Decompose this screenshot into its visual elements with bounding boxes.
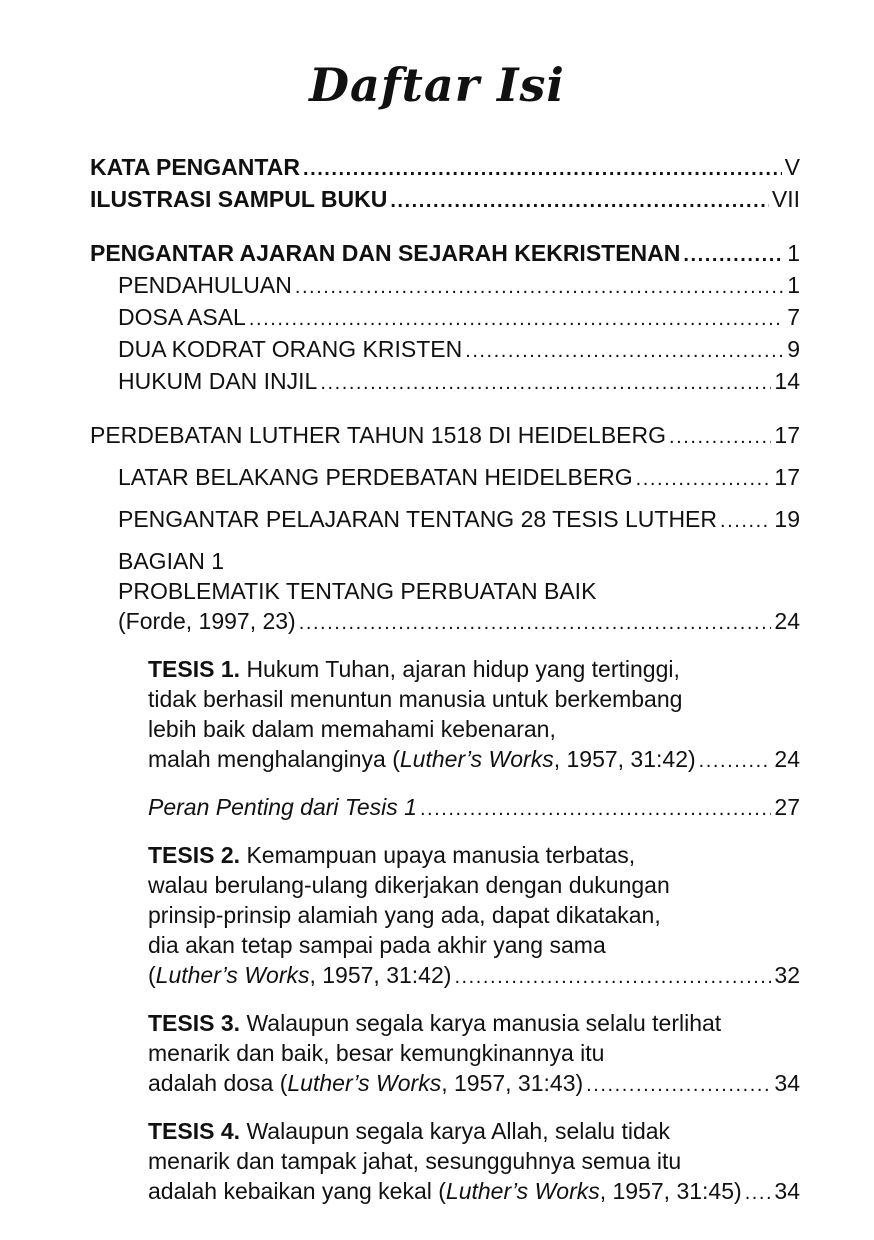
toc-entry-latar[interactable] xyxy=(90,462,800,494)
dot-leader xyxy=(299,606,772,638)
toc-page-number: 1 xyxy=(787,272,800,298)
toc-entry-title: ILUSTRASI SAMPUL BUKU xyxy=(90,186,388,212)
toc-entry-title-line: (Forde, 1997, 23) xyxy=(118,608,296,634)
toc-entry-tesis-2[interactable] xyxy=(90,840,800,992)
toc-entry-bagian-1[interactable] xyxy=(90,546,800,638)
toc-entry-title-line: tidak berhasil menuntun manusia untuk berkembang xyxy=(148,686,683,712)
dot-leader xyxy=(320,366,771,398)
toc-entry-title-line: walau berulang-ulang dikerjakan dengan dukungan xyxy=(148,872,670,898)
citation-work: Luther’s Works xyxy=(445,1178,600,1204)
toc-entry-dua-kodrat[interactable] xyxy=(90,334,800,366)
dot-leader xyxy=(683,238,784,270)
toc-entry-tesis-3[interactable] xyxy=(90,1008,800,1100)
toc-entry-title: PENGANTAR PELAJARAN TENTANG 28 TESIS LUTHER xyxy=(118,506,717,532)
toc-entry-title-line: PROBLEMATIK TENTANG PERBUATAN BAIK xyxy=(118,578,597,604)
dot-leader xyxy=(249,302,784,334)
toc-entry-title: Peran Penting dari Tesis 1 xyxy=(148,794,417,820)
toc-entry-hukum-injil[interactable] xyxy=(90,366,800,398)
toc-entry-title-line: lebih baik dalam memahami kebenaran, xyxy=(148,716,556,742)
toc-entry-title: PENGANTAR AJARAN DAN SEJARAH KEKRISTENAN xyxy=(90,240,681,266)
thesis-label: TESIS 3. xyxy=(148,1010,241,1036)
thesis-label: TESIS 2. xyxy=(148,842,241,868)
toc-page-number: VII xyxy=(771,186,800,212)
toc-entry-title-line: dia akan tetap sampai pada akhir yang sama xyxy=(148,932,606,958)
toc-entry-title-line: adalah kebaikan yang kekal ( xyxy=(148,1178,446,1204)
citation-work: Luther’s Works xyxy=(155,962,310,988)
toc-entry-title: KATA PENGANTAR xyxy=(90,154,300,180)
citation-ref: , 1957, 31:42) xyxy=(553,746,696,772)
toc-page-number: 34 xyxy=(774,1178,800,1204)
citation-ref: , 1957, 31:45) xyxy=(599,1178,742,1204)
citation-ref: , 1957, 31:43) xyxy=(441,1070,584,1096)
toc-page-number: 34 xyxy=(774,1070,800,1096)
toc-entry-title: HUKUM DAN INJIL xyxy=(118,368,318,394)
toc-entry-ilustrasi[interactable] xyxy=(90,184,800,216)
toc-entry-title-line: malah menghalanginya ( xyxy=(148,746,400,772)
dot-leader xyxy=(745,1176,772,1208)
toc-page-number: 7 xyxy=(787,304,800,330)
dot-leader xyxy=(390,184,769,216)
toc-entry-title-line: menarik dan baik, besar kemungkinannya itu xyxy=(148,1040,605,1066)
dot-leader xyxy=(454,960,771,992)
toc-entry-pendahuluan[interactable] xyxy=(90,270,800,302)
thesis-label: TESIS 4. xyxy=(148,1118,241,1144)
toc-entry-title-line: Hukum Tuhan, ajaran hidup yang tertinggi, xyxy=(246,656,680,682)
toc-entry-title-line: prinsip-prinsip alamiah yang ada, dapat dikatakan, xyxy=(148,902,661,928)
toc-page-number: 19 xyxy=(774,506,800,532)
toc-page-number: 14 xyxy=(774,368,800,394)
citation-ref: , 1957, 31:42) xyxy=(309,962,452,988)
page-title: Daftar Isi xyxy=(309,58,565,112)
toc-page-number: 24 xyxy=(774,608,800,634)
thesis-label: TESIS 1. xyxy=(148,656,241,682)
toc-entry-tesis-4[interactable] xyxy=(90,1116,800,1208)
toc-page-number: 24 xyxy=(774,746,800,772)
dot-leader xyxy=(303,152,782,184)
toc-entry-title-line: Walaupun segala karya manusia selalu terlihat xyxy=(246,1010,722,1036)
dot-leader xyxy=(720,504,771,536)
toc-entry-title: DUA KODRAT ORANG KRISTEN xyxy=(118,336,463,362)
toc-entry-tesis-1[interactable] xyxy=(90,654,800,776)
table-of-contents xyxy=(90,152,800,1208)
toc-entry-title: DOSA ASAL xyxy=(118,304,246,330)
citation-work: Luther’s Works xyxy=(287,1070,442,1096)
toc-entry-perdebatan[interactable] xyxy=(90,420,800,452)
toc-entry-title: PERDEBATAN LUTHER TAHUN 1518 DI HEIDELBERG xyxy=(90,422,666,448)
dot-leader xyxy=(636,462,772,494)
toc-page-number: V xyxy=(784,154,800,180)
toc-page-number: 17 xyxy=(774,422,800,448)
toc-entry-title-line: Kemampuan upaya manusia terbatas, xyxy=(246,842,636,868)
toc-entry-peran[interactable] xyxy=(90,792,800,824)
toc-entry-title-line: menarik dan tampak jahat, sesungguhnya semua itu xyxy=(148,1148,682,1174)
toc-entry-title-line: Walaupun segala karya Allah, selalu tidak xyxy=(246,1118,671,1144)
toc-page-number: 17 xyxy=(774,464,800,490)
dot-leader xyxy=(586,1068,771,1100)
toc-entry-title: LATAR BELAKANG PERDEBATAN HEIDELBERG xyxy=(118,464,633,490)
toc-entry-title: PENDAHULUAN xyxy=(118,272,292,298)
dot-leader xyxy=(465,334,784,366)
toc-entry-title-line: adalah dosa ( xyxy=(148,1070,288,1096)
dot-leader xyxy=(669,420,771,452)
toc-entry-title-line: ( xyxy=(148,962,156,988)
toc-entry-pengantar-pelajaran[interactable] xyxy=(90,504,800,536)
toc-page-number: 9 xyxy=(787,336,800,362)
toc-entry-dosa-asal[interactable] xyxy=(90,302,800,334)
toc-page-number: 32 xyxy=(774,962,800,988)
dot-leader xyxy=(699,744,772,776)
toc-entry-title-line: BAGIAN 1 xyxy=(118,548,225,574)
dot-leader xyxy=(420,792,771,824)
toc-page-number: 27 xyxy=(774,794,800,820)
toc-entry-kata-pengantar[interactable] xyxy=(90,152,800,184)
toc-entry-pengantar-ajaran[interactable] xyxy=(90,238,800,270)
citation-work: Luther’s Works xyxy=(399,746,554,772)
toc-page-number: 1 xyxy=(787,240,800,266)
dot-leader xyxy=(295,270,784,302)
